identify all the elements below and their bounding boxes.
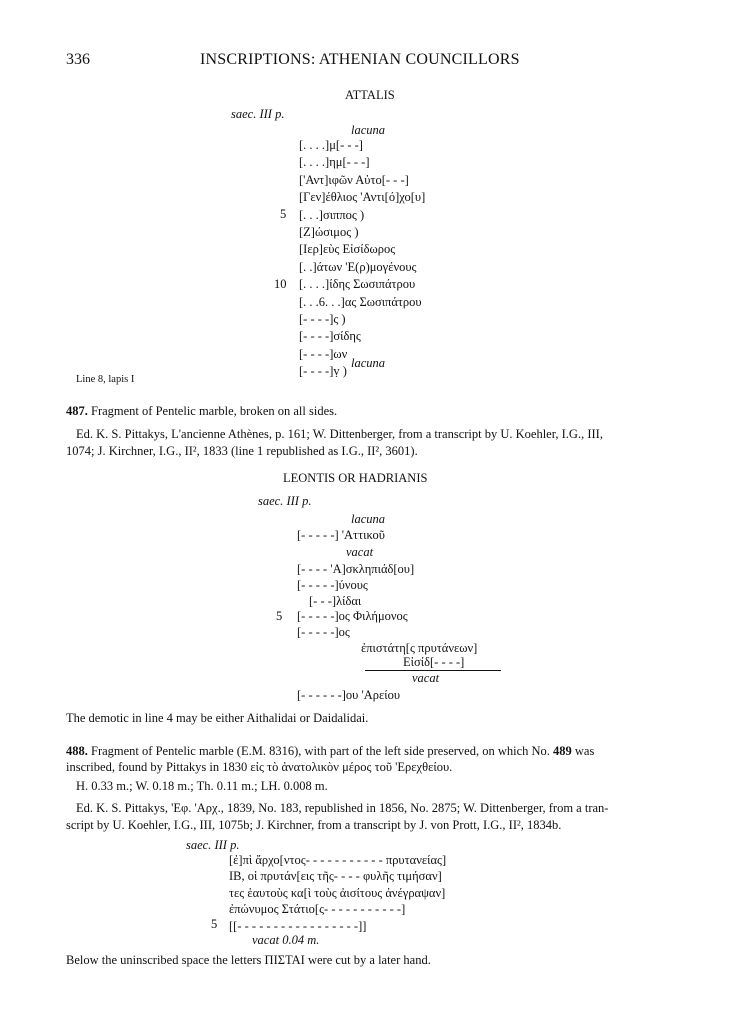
entry-488-desc-2: inscribed, found by Pittakys in 1830 εἰς τὸ ἀνατολικὸν μέρος τοῦ 'Ερεχθείου. <box>66 760 453 774</box>
entry-488-inscription <box>229 852 446 934</box>
entry-487-ed-1: Ed. K. S. Pittakys, L'ancienne Athènes, p. 161; W. Dittenberger, from a transcript by U. Koehler, I.G., III, <box>76 427 603 441</box>
leontis-line-6: [- - - - -]ος <box>297 625 350 639</box>
inscription-line: ['Αντ]ιφῶν Αὐτο[- - -] <box>299 172 409 187</box>
leontis-date: saec. III p. <box>258 494 312 508</box>
entry-488-ed-1: Ed. K. S. Pittakys, 'Εφ. 'Αρχ., 1839, No. 183, republished in 1856, No. 2875; W. Dittenberger, from a tran- <box>76 801 609 815</box>
inscription-line: [Ιερ]εὺς Εἰσίδωρος <box>299 242 396 257</box>
attalis-lacuna-top: lacuna <box>351 123 386 137</box>
attalis-date: saec. III p. <box>231 107 285 121</box>
leontis-line-3: [- - - - -]ύνους <box>297 578 368 592</box>
entry-description: Fragment of Pentelic marble, broken on all sides. <box>91 404 338 418</box>
leontis-line-7: ἐπιστάτη[ς πρυτάνεων] <box>361 641 478 655</box>
attalis-note: Line 8, lapis I <box>76 374 135 385</box>
leontis-line-9: [- - - - - -]ου 'Αρείου <box>297 688 401 702</box>
leontis-vacat-1: vacat <box>346 545 374 559</box>
entry-488-vacat <box>252 933 319 948</box>
entry-488-desc-1 <box>66 743 594 760</box>
leontis-line-4: [- - -]λίδαι <box>309 594 362 608</box>
inscription-line: [Ζ]ώσιμος ) <box>299 225 359 240</box>
inscription-line: ΙΒ, οἱ πρυτάν[εις τῆς- - - - φυλῆς τιμήσαν] <box>229 869 442 884</box>
page-number: 336 <box>66 51 90 68</box>
entry-number: 488. <box>66 744 88 758</box>
inscription-line: ἐπώνυμος Στάτιο[ς- - - - - - - - - - -] <box>229 902 406 917</box>
inscription-line: τες ἑαυτοὺς κα[ὶ τοὺς ἀισίτους ἀνέγραψαν] <box>229 885 446 900</box>
leontis-line-8: Εἰσίδ[- - - -] <box>403 655 465 669</box>
entry-488-note: Below the uninscribed space the letters ΠΙΣΤΑΙ were cut by a later hand. <box>66 953 431 967</box>
leontis-line-number-5: 5 <box>276 609 283 623</box>
leontis-title: LEONTIS OR HADRIANIS <box>283 471 428 485</box>
inscription-line: [- - - -]ṿ ) <box>299 364 347 379</box>
entry-description: Fragment of Pentelic marble (E.M. 8316), with part of the left side preserved, on which No. <box>91 744 550 758</box>
entry-488-line-number-5: 5 <box>211 917 218 931</box>
entry-487-ed-2: 1074; J. Kirchner, I.G., II², 1833 (line 1 republished as I.G., II², 3601). <box>66 444 418 458</box>
leontis-vacat-2: vacat <box>412 671 440 685</box>
inscription-line: [. . .]σιππος ) <box>299 207 365 222</box>
attalis-inscription <box>299 137 425 381</box>
entry-488-ed-2: script by U. Koehler, I.G., III, 1075b; J. Kirchner, from a transcript by J. von Prott, I.G., II², 1834b. <box>66 818 562 832</box>
line-number-5: 5 <box>280 207 287 221</box>
inscription-line: [ἐ]πὶ ἄρχο[ντος- - - - - - - - - - - πρυτανείας] <box>229 853 447 867</box>
entry-487-heading <box>66 403 337 420</box>
inscription-line: [. . .6. . .]ας Σωσιπάτρου <box>299 294 422 309</box>
attalis-lacuna-bottom: lacuna <box>351 356 386 370</box>
inscription-line: [- - - -]σίδης <box>299 329 361 344</box>
inscription-line: [. . . .]ίδης Σωσιπάτρου <box>299 277 416 292</box>
inscription-line: [. . . .]μ[- - -] <box>299 138 363 152</box>
entry-reference: 489 <box>553 744 572 758</box>
inscription-line: [. .]άτων 'Ε(ρ)μογένους <box>299 259 417 274</box>
inscription-line: [- - - -]ς ) <box>299 312 346 327</box>
inscription-line: [. . . .]ημ[- - -] <box>299 155 370 170</box>
leontis-line-1: [- - - - -] 'Αττικοῦ <box>297 528 385 542</box>
attalis-title: ATTALIS <box>345 88 395 102</box>
line-number-10: 10 <box>274 277 287 291</box>
entry-number: 487. <box>66 404 88 418</box>
running-title: INSCRIPTIONS: ATHENIAN COUNCILLORS <box>200 51 520 68</box>
entry-488-measure: H. 0.33 m.; W. 0.18 m.; Th. 0.11 m.; LH. 0.008 m. <box>76 779 328 793</box>
inscription-line: [[- - - - - - - - - - - - - - - - -]] <box>229 918 367 933</box>
vacat-text: vacat 0.04 m. <box>252 933 320 947</box>
entry-487-note: The demotic in line 4 may be either Aithalidai or Daidalidai. <box>66 711 369 725</box>
leontis-line-2: [- - - - 'Α]σκληπιάδ[ου] <box>297 562 415 576</box>
inscription-line: [- - - -]ων <box>299 346 348 361</box>
leontis-line-5: [- - - - -]ος Φιλήμονος <box>297 609 408 623</box>
leontis-lacuna: lacuna <box>351 512 386 526</box>
entry-488-date: saec. III p. <box>186 838 240 852</box>
entry-description-end: was <box>574 744 595 758</box>
inscription-line: [Γεν]έθλιος 'Αντι[ό]χο[υ] <box>299 190 426 205</box>
